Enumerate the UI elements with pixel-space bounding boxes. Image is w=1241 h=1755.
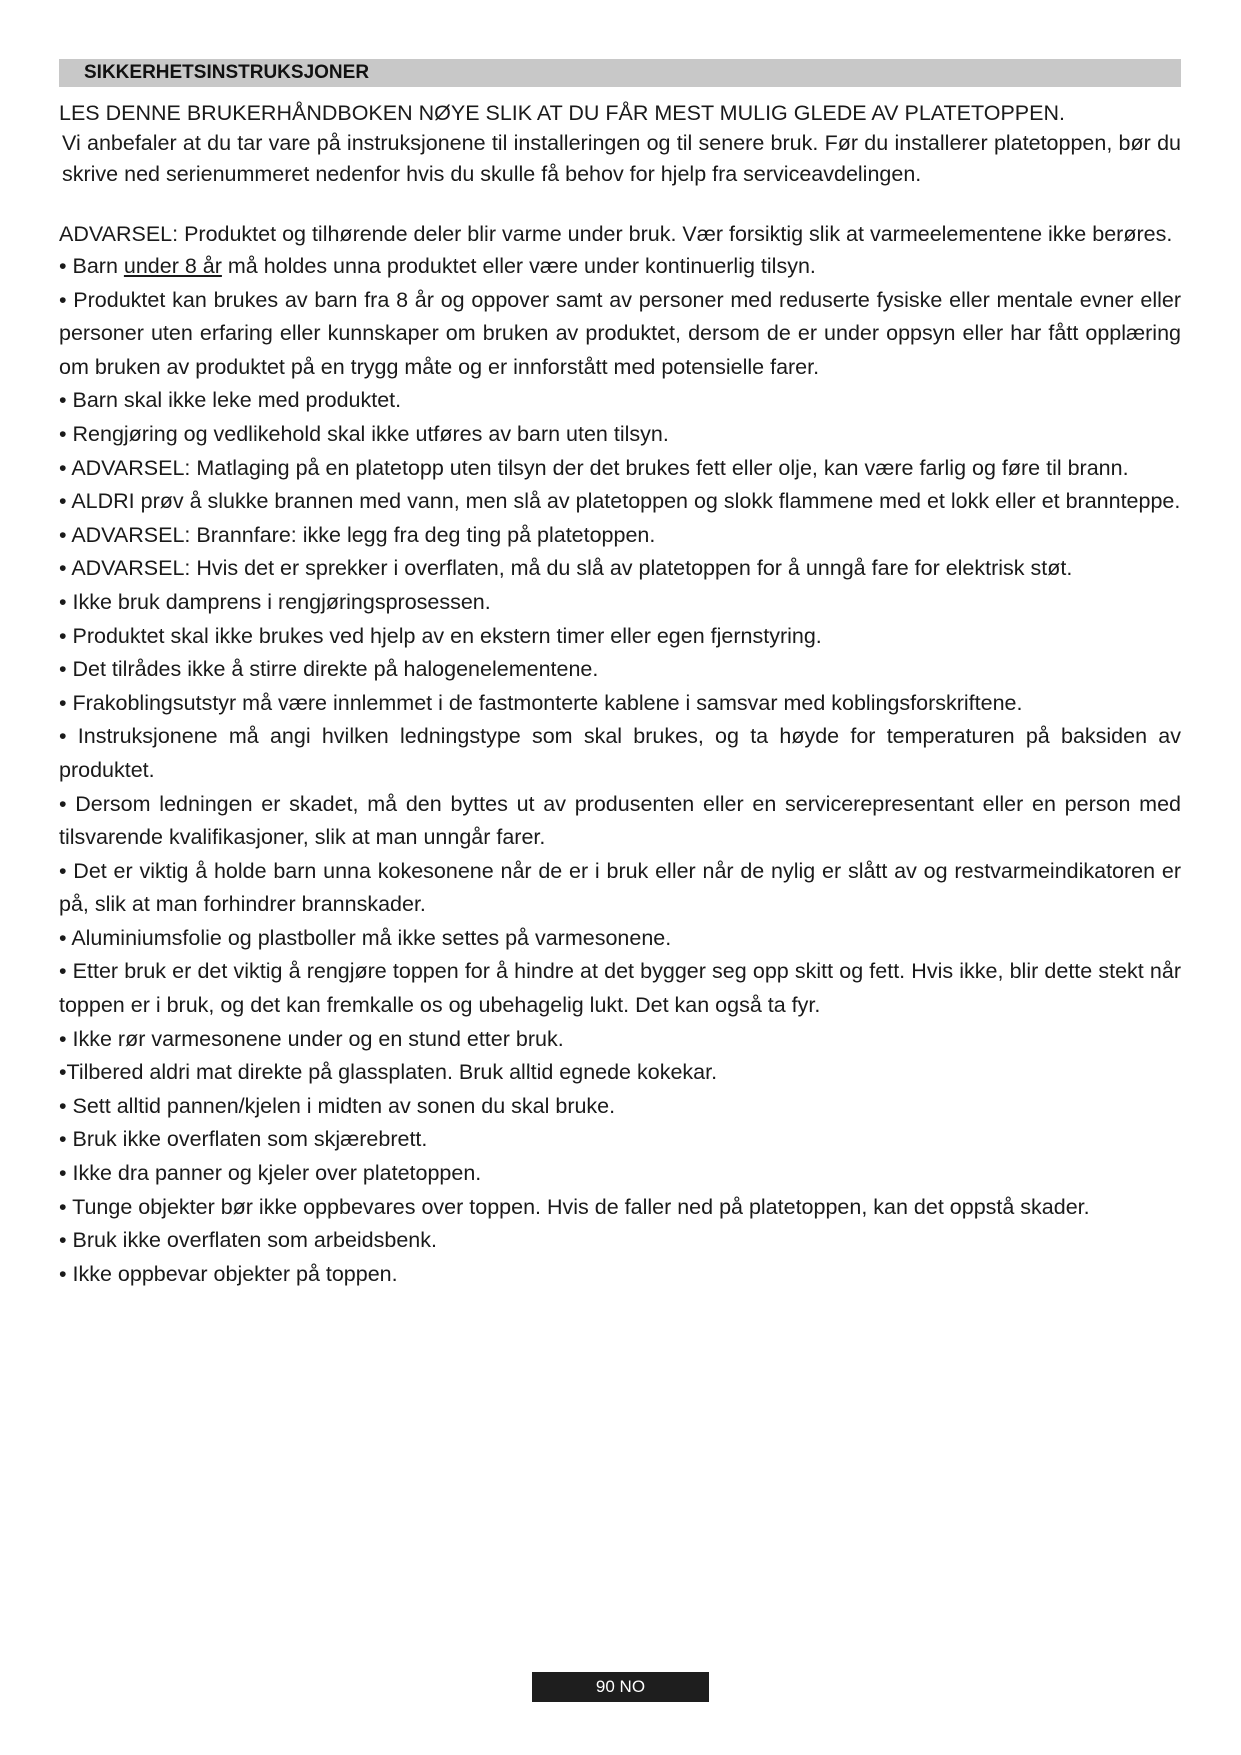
list-item: • Bruk ikke overflaten som arbeidsbenk.: [59, 1228, 437, 1253]
list-item: • Bruk ikke overflaten som skjærebrett.: [59, 1127, 428, 1152]
lead-paragraph: LES DENNE BRUKERHÅNDBOKEN NØYE SLIK AT DU FÅR MEST MULIG GLEDE AV PLATETOPPEN.: [59, 101, 1065, 125]
intro-paragraph: Vi anbefaler at du tar vare på instruksjonene til installeringen og til senere bruk. Før du installerer platetoppen, bør du skrive ned serienummeret nedenfor hvis du skulle få behov for hjelp fra serviceavdelingen.: [62, 131, 1181, 186]
list-item: • Aluminiumsfolie og plastboller må ikke settes på varmesonene.: [59, 925, 672, 950]
page-number: 90 NO: [532, 1672, 709, 1702]
list-item: • Dersom ledningen er skadet, må den byttes ut av produsenten eller en servicerepresentant eller en person med tilsvarende kvalifikasjoner, slik at man unngår farer.: [59, 791, 1181, 850]
list-item: • Tunge objekter bør ikke oppbevares over toppen. Hvis de faller ned på platetoppen, kan det oppstå skader.: [59, 1194, 1090, 1219]
list-item: • Ikke dra panner og kjeler over platetoppen.: [59, 1161, 482, 1186]
list-item: • Instruksjonene må angi hvilken ledningstype som skal brukes, og ta høyde for temperaturen på baksiden av produktet.: [59, 724, 1181, 782]
document-page: [59, 59, 1181, 1291]
list-item: • Produktet skal ikke brukes ved hjelp av en ekstern timer eller egen fjernstyring.: [59, 623, 822, 648]
safety-list: [59, 250, 1181, 1291]
list-item: • Rengjøring og vedlikehold skal ikke utføres av barn uten tilsyn.: [59, 421, 669, 446]
underlined-text: under 8 år: [123, 254, 222, 278]
list-item: • Ikke rør varmesonene under og en stund etter bruk.: [59, 1026, 564, 1051]
list-item: • ADVARSEL: Matlaging på en platetopp uten tilsyn der det brukes fett eller olje, kan være farlig og føre til brann.: [59, 455, 1129, 480]
list-item: • Ikke bruk damprens i rengjøringsprosessen.: [59, 589, 491, 614]
list-item: • Barn skal ikke leke med produktet.: [59, 388, 402, 413]
list-item: • Etter bruk er det viktig å rengjøre toppen for å hindre at det bygger seg opp skitt og fett. Hvis ikke, blir dette stekt når toppen er i bruk, og det kan fremkalle os og ubehagelig lukt. Det kan også ta fyr.: [59, 959, 1181, 1018]
list-item: • Det tilrådes ikke å stirre direkte på halogenelementene.: [59, 657, 599, 682]
list-item: • ALDRI prøv å slukke brannen med vann, men slå av platetoppen og slokk flammene med et lokk eller et brannteppe.: [59, 489, 1181, 514]
list-item: • Barn under 8 år må holdes unna produktet eller være under kontinuerlig tilsyn.: [59, 254, 816, 278]
section-header: SIKKERHETSINSTRUKSJONER: [59, 59, 1181, 87]
list-item: • Det er viktig å holde barn unna kokesonene når de er i bruk eller når de nylig er slått av og restvarmeindikatoren er på, slik at man forhindrer brannskader.: [59, 858, 1181, 917]
list-item: •Tilbered aldri mat direkte på glassplaten. Bruk alltid egnede kokekar.: [59, 1060, 718, 1085]
list-item: • ADVARSEL: Hvis det er sprekker i overflaten, må du slå av platetoppen for å unngå fare for elektrisk støt.: [59, 556, 1073, 581]
list-item: • Ikke oppbevar objekter på toppen.: [59, 1261, 398, 1286]
warning-paragraph: ADVARSEL: Produktet og tilhørende deler blir varme under bruk. Vær forsiktig slik at varmeelementene ikke berøres.: [59, 222, 1173, 246]
list-item: • Sett alltid pannen/kjelen i midten av sonen du skal bruke.: [59, 1093, 616, 1118]
list-item: • Frakoblingsutstyr må være innlemmet i de fastmonterte kablene i samsvar med koblingsforskriftene.: [59, 690, 1023, 715]
list-item: • ADVARSEL: Brannfare: ikke legg fra deg ting på platetoppen.: [59, 522, 656, 547]
list-item: • Produktet kan brukes av barn fra 8 år og oppover samt av personer med reduserte fysiske eller mentale evner eller personer uten erfaring eller kunnskaper om bruken av produktet, dersom de er under oppsyn eller har fått opplæring om bruken av produktet på en trygg måte og er innforstått med potensielle farer.: [59, 287, 1181, 379]
